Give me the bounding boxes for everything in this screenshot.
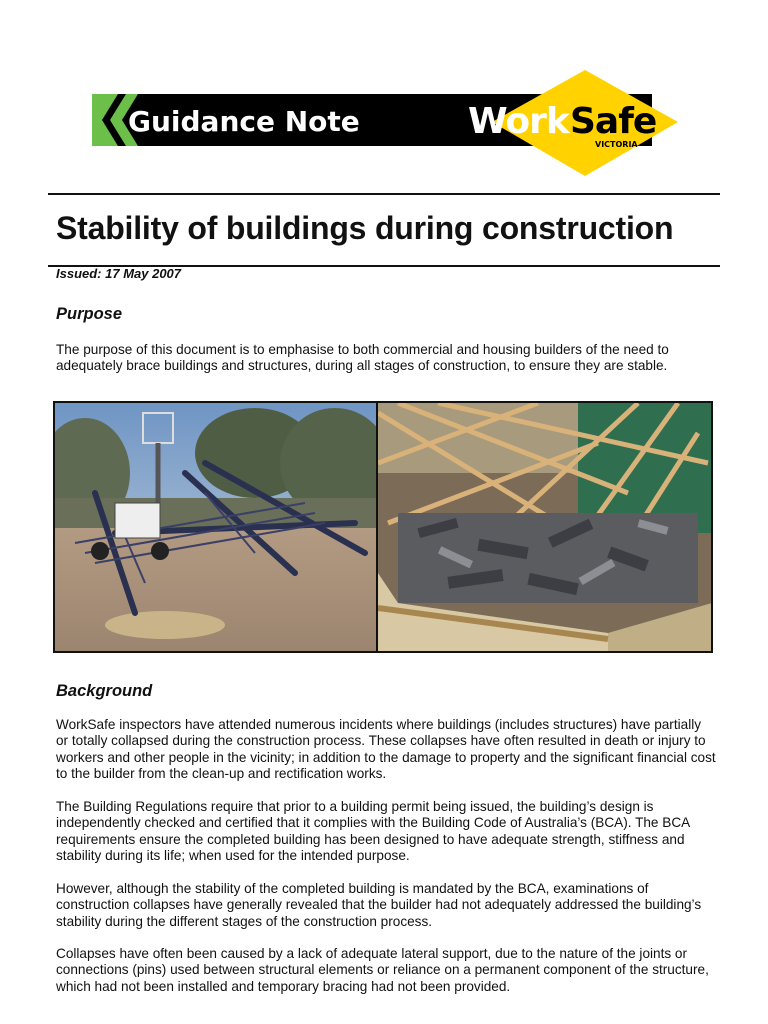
brand-safe: Safe <box>570 101 657 142</box>
purpose-heading: Purpose <box>56 305 123 323</box>
brand-work: Work <box>468 101 569 142</box>
guidance-note-banner <box>92 70 684 180</box>
top-divider <box>48 193 720 195</box>
background-paragraph-4: Collapses have often been caused by a lack of adequate lateral support, due to the nature of the joints or connections (pins) used between structural elements or reliance on a permanent component of the structure, which had not been installed and temporary bracing had not been provided. <box>56 946 709 994</box>
background-heading: Background <box>56 682 153 700</box>
background-paragraph-1: WorkSafe inspectors have attended numerous incidents where buildings (includes structures) have partially or totally collapsed during the construction process. These collapses have often resulted in death or injury to workers and other people in the vicinity; in addition to the damage to property and the significant financial cost to the builder from the clean-up and rectification works. <box>56 717 716 782</box>
brand-region: VICTORIA <box>595 140 638 149</box>
background-paragraph-3: However, although the stability of the completed building is mandated by the BCA, examinations of construction collapses have generally revealed that the builder had not adequately addressed the building’s stability during the different stages of the construction process. <box>56 881 702 929</box>
collapsed-steel-frame-photo <box>55 403 378 651</box>
collapse-photos <box>53 401 713 653</box>
collapsed-roof-trusses-photo <box>378 403 711 651</box>
banner-label: Guidance Note <box>128 105 360 138</box>
purpose-text: The purpose of this document is to emphasise to both commercial and housing builders of the need to adequately brace buildings and structures, during all stages of construction, to ensure they are stable. <box>56 342 669 374</box>
page-title: Stability of buildings during construction <box>56 210 674 246</box>
issue-date: Issued: 17 May 2007 <box>56 266 182 281</box>
background-paragraph-2: The Building Regulations require that prior to a building permit being issued, the building’s design is independently checked and certified that it complies with the Building Code of Australia’s (BCA). The BCA requirements ensure the completed building has been designed to have adequate strength, stiffness and stability during its life; when used for the intended purpose. <box>56 799 690 864</box>
